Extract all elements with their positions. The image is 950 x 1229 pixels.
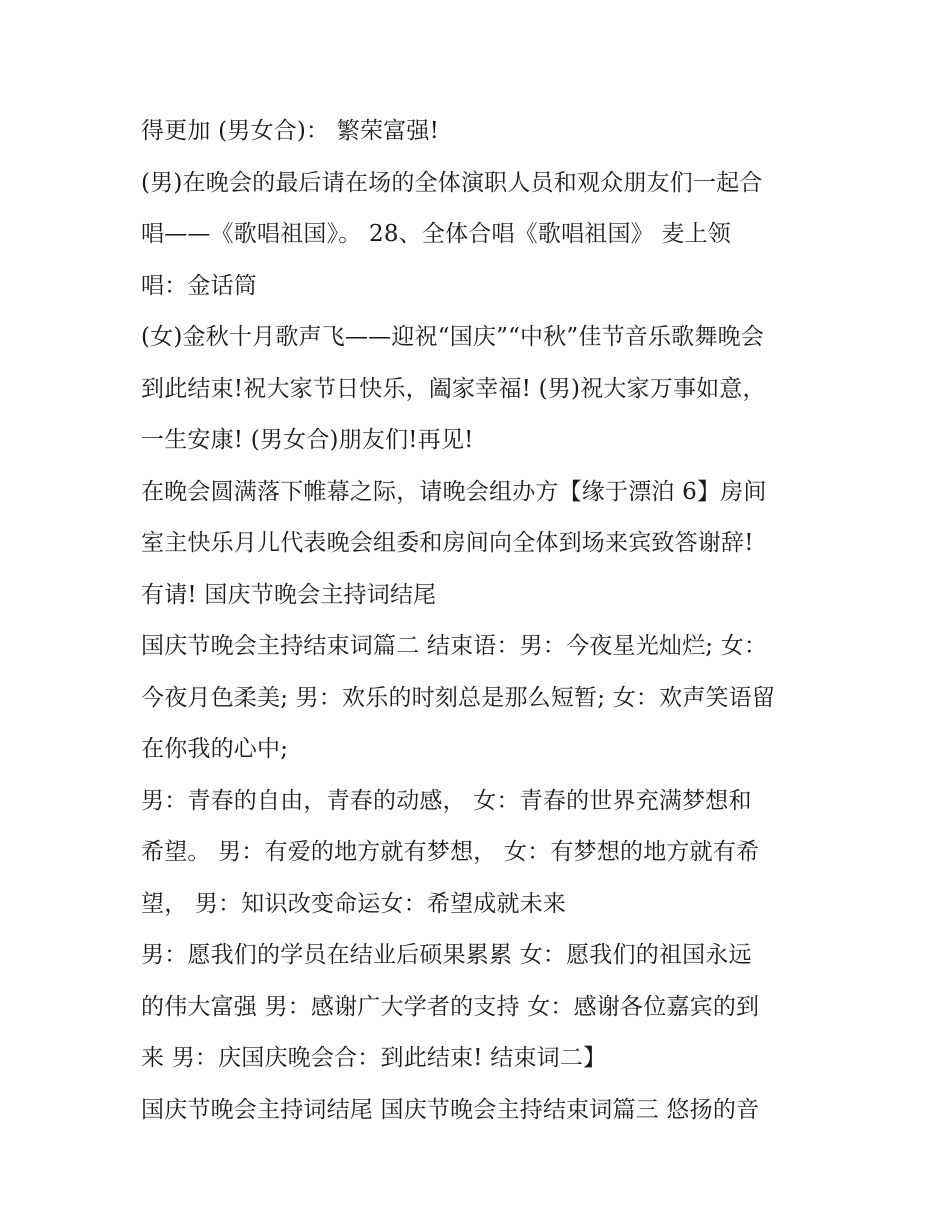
text-line: 今夜月色柔美; 男：欢乐的时刻总是那么短暂; 女：欢声笑语留 <box>141 684 776 711</box>
text-line: 希望。 男：有爱的地方就有梦想， 女：有梦想的地方就有希 <box>141 839 760 865</box>
text-line: 国庆节晚会主持词结尾 国庆节晚会主持结束词篇三 悠扬的音 <box>141 1096 760 1123</box>
text-line: 男：青春的自由，青春的动感， 女：青春的世界充满梦想和 <box>141 787 752 814</box>
text-line: 唱：金话筒 <box>141 272 257 299</box>
text-line: 国庆节晚会主持结束词篇二 结束语：男：今夜星光灿烂; 女： <box>141 633 768 659</box>
text-line: 望， 男：知识改变命运女：希望成就未来 <box>141 890 567 917</box>
text-line: 唱——《歌唱祖国》。 28、全体合唱《歌唱祖国》 麦上领 <box>141 221 731 247</box>
text-line: 在你我的心中; <box>141 736 289 762</box>
text-line: 的伟大富强 男：感谢广大学者的支持 女：感谢各位嘉宾的到 <box>141 993 760 1020</box>
text-line: (女)金秋十月歌声飞——迎祝“国庆”“中秋”佳节音乐歌舞晚会 <box>141 324 764 350</box>
text-line: 男：愿我们的学员在结业后硕果累累 女：愿我们的祖国永远 <box>141 942 752 968</box>
text-line: 在晚会圆满落下帷幕之际，请晚会组办方【缘于漂泊 6】房间 <box>141 478 767 505</box>
text-line: 一生安康! (男女合)朋友们!再见! <box>141 427 474 453</box>
text-line: 室主快乐月儿代表晚会组委和房间向全体到场来宾致答谢辞! <box>141 530 754 556</box>
text-line: (男)在晚会的最后请在场的全体演职人员和观众朋友们一起合 <box>141 169 763 196</box>
body-text <box>141 106 821 1136</box>
text-line: 来 男：庆国庆晚会合：到此结束! 结束词二】 <box>141 1045 607 1071</box>
text-line: 有请! 国庆节晚会主持词结尾 <box>141 581 437 608</box>
text-line: 到此结束!祝大家节日快乐，阖家幸福! (男)祝大家万事如意， <box>141 375 766 402</box>
text-line: 得更加 (男女合)： 繁荣富强! <box>141 118 440 144</box>
